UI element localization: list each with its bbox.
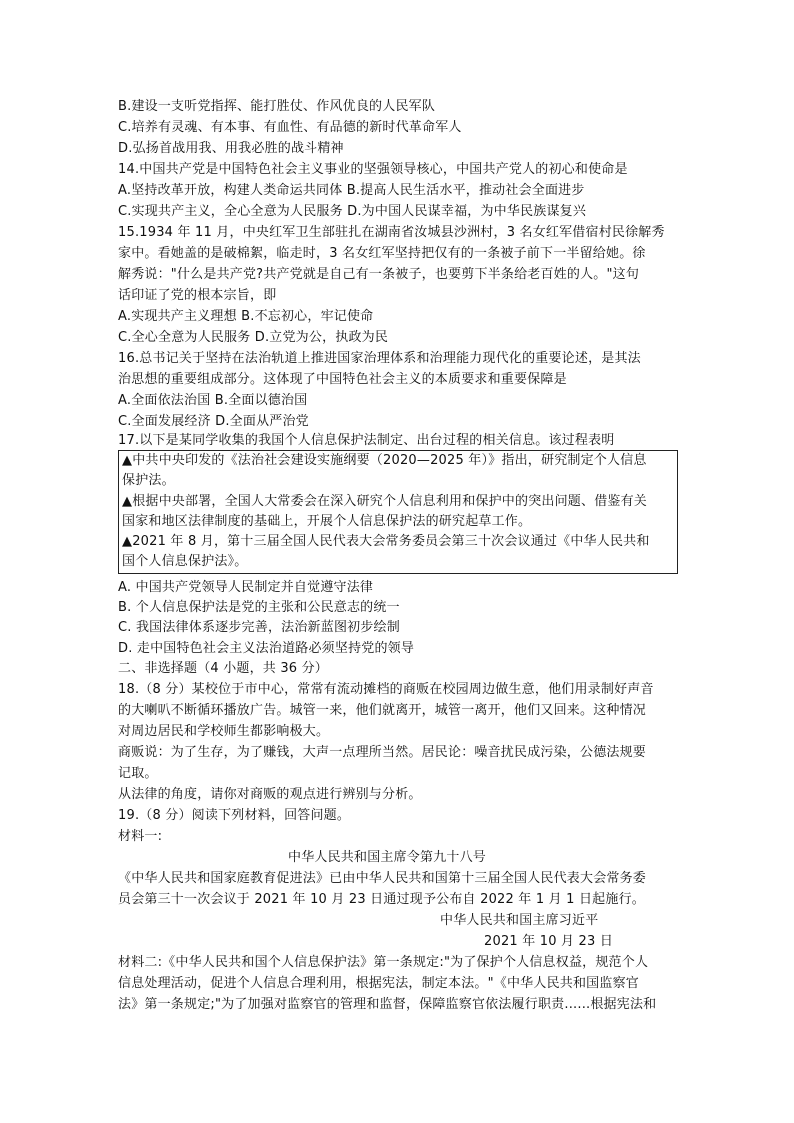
material-2: 法》第一条规定;"为了加强对监察官的管理和监督，保障监察官依法履行职责......根据宪法和 bbox=[118, 997, 657, 1012]
option-line: C.培养有灵魂、有本事、有血性、有品德的新时代革命军人 bbox=[118, 120, 462, 135]
question-14: 14.中国共产党是中国特色社会主义事业的坚强领导核心，中国共产党人的初心和使命是 bbox=[118, 162, 628, 177]
decree-body: 员会第三十一次会议于 2021 年 10 月 23 日通过现予公布自 2022 年 1 月 1 日起施行。 bbox=[118, 892, 645, 907]
question-18-text: 的大喇叭不断循环播放广告。城管一来，他们就离开，城管一离开，他们又回来。这种情况 bbox=[118, 703, 647, 718]
info-box bbox=[118, 450, 678, 574]
box-line: 保护法。 bbox=[122, 473, 175, 488]
question-18-text: 记取。 bbox=[118, 766, 158, 781]
question-15: 15.1934 年 11 月，中央红军卫生部驻扎在湖南省汝城县沙洲村，3 名女红军借宿村民徐解秀 bbox=[118, 225, 665, 240]
question-18-text: 对周边居民和学校师生都影响极大。 bbox=[118, 724, 330, 739]
option-line: C.全面发展经济 D.全面从严治党 bbox=[118, 414, 309, 429]
question-18: 18.（8 分）某校位于市中心，常常有流动摊档的商贩在校园周边做生意，他们用录制好声音 bbox=[118, 682, 654, 697]
box-line: 国家和地区法律制度的基础上，开展个人信息保护法的研究起草工作。 bbox=[122, 514, 532, 529]
option-line: C.全心全意为人民服务 D.立党为公，执政为民 bbox=[118, 330, 389, 345]
option-line: A. 中国共产党领导人民制定并自觉遵守法律 bbox=[118, 580, 374, 595]
option-line: A.坚持改革开放，构建人类命运共同体 B.提高人民生活水平，推动社会全面进步 bbox=[118, 183, 585, 198]
box-line: ▲中共中央印发的《法治社会建设实施纲要（2020—2025 年）》指出，研究制定个人信息 bbox=[122, 453, 647, 468]
question-15-text: 解秀说："什么是共产党?共产党就是自己有一条被子，也要剪下半条给老百姓的人。"这句 bbox=[118, 267, 640, 282]
decree-title: 中华人民共和国主席令第九十八号 bbox=[288, 850, 487, 865]
question-17: 17.以下是某同学收集的我国个人信息保护法制定、出台过程的相关信息。该过程表明 bbox=[118, 433, 615, 448]
material-2: 材料二:《中华人民共和国个人信息保护法》第一条规定:"为了保护个人信息权益，规范个人 bbox=[118, 955, 649, 970]
option-line: D. 走中国特色社会主义法治道路必须坚持党的领导 bbox=[118, 641, 415, 656]
option-line: A.实现共产主义理想 B.不忘初心，牢记使命 bbox=[118, 309, 374, 324]
option-line: A.全面依法治国 B.全面以德治国 bbox=[118, 393, 308, 408]
box-line: ▲2021 年 8 月，第十三届全国人民代表大会常务委员会第三十次会议通过《中华人民共和 bbox=[122, 534, 650, 549]
question-15-text: 话印证了党的根本宗旨，即 bbox=[118, 288, 277, 303]
question-19: 19.（8 分）阅读下列材料，回答问题。 bbox=[118, 808, 351, 823]
question-18-prompt: 从法律的角度，请你对商贩的观点进行辨别与分析。 bbox=[118, 787, 422, 802]
question-16: 16.总书记关于坚持在法治轨道上推进国家治理体系和治理能力现代化的重要论述，是其法 bbox=[118, 351, 641, 366]
question-18-text: 商贩说：为了生存，为了赚钱，大声一点理所当然。居民论：噪音扰民成污染，公德法规要 bbox=[118, 745, 647, 760]
decree-signer: 中华人民共和国主席习近平 bbox=[440, 913, 599, 928]
box-line: ▲根据中央部署，全国人大常委会在深入研究个人信息利用和保护中的突出问题、借鉴有关 bbox=[122, 494, 647, 509]
option-line: C.实现共产主义，全心全意为人民服务 D.为中国人民谋幸福，为中华民族谋复兴 bbox=[118, 204, 587, 219]
box-line: 国个人信息保护法》。 bbox=[122, 554, 248, 569]
question-15-text: 家中。看她盖的是破棉絮，临走时，3 名女红军坚持把仅有的一条被子前下一半留给她。徐 bbox=[118, 246, 646, 261]
option-line: B.建设一支听党指挥、能打胜仗、作风优良的人民军队 bbox=[118, 99, 436, 114]
decree-date: 2021 年 10 月 23 日 bbox=[484, 934, 614, 949]
material-1-label: 材料一: bbox=[118, 829, 163, 844]
question-16-text: 治思想的重要组成部分。这体现了中国特色社会主义的本质要求和重要保障是 bbox=[118, 372, 567, 387]
section-heading: 二、非选择题（4 小题，共 36 分） bbox=[118, 661, 329, 676]
option-line: D.弘扬首战用我、用我必胜的战斗精神 bbox=[118, 141, 344, 156]
option-line: B. 个人信息保护法是党的主张和公民意志的统一 bbox=[118, 600, 400, 615]
decree-body: 《中华人民共和国家庭教育促进法》已由中华人民共和国第十三届全国人民代表大会常务委 bbox=[118, 871, 647, 886]
option-line: C. 我国法律体系逐步完善，法治新蓝图初步绘制 bbox=[118, 620, 400, 635]
material-2: 信息处理活动，促进个人信息合理利用，根据宪法，制定本法。"《中华人民共和国监察官 bbox=[118, 976, 639, 991]
